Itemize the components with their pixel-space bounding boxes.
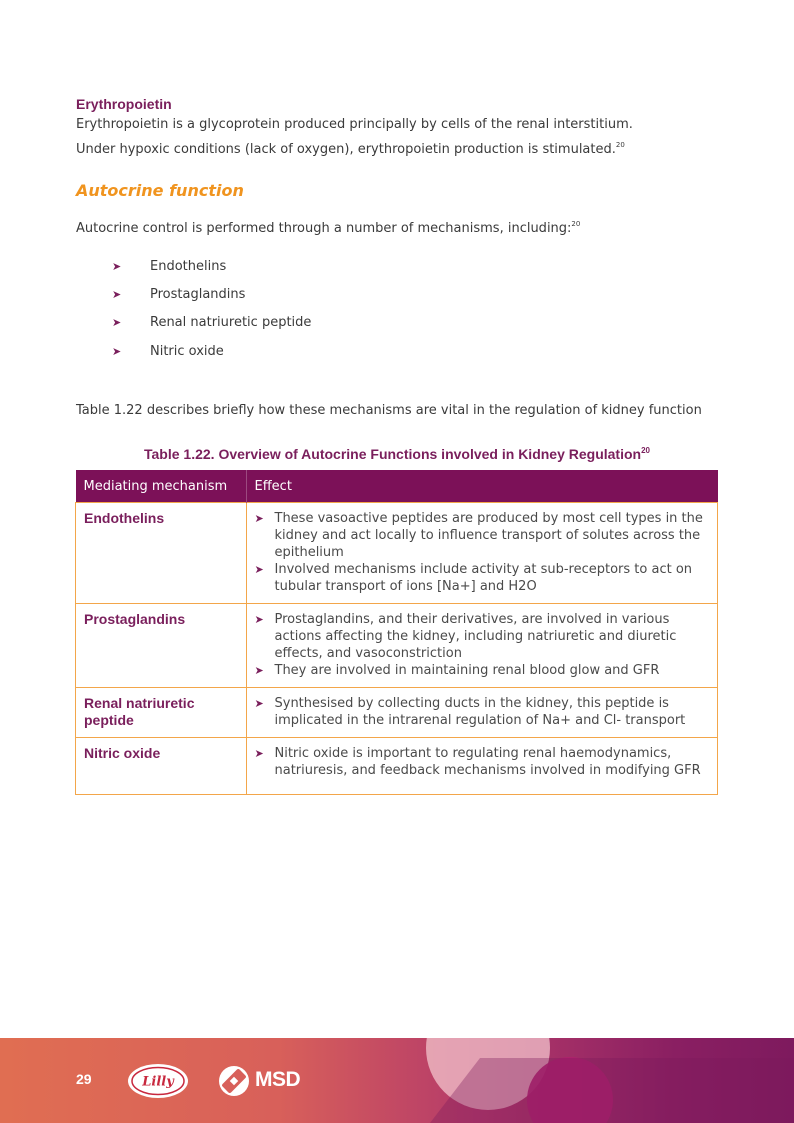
table-row bbox=[76, 738, 718, 795]
mechanism-cell: Renal natriuretic peptide bbox=[76, 688, 247, 738]
table-row bbox=[76, 688, 718, 738]
column-header-effect: Effect bbox=[246, 470, 718, 503]
chevron-right-icon: ➤ bbox=[112, 259, 122, 273]
list-item-label: Nitric oxide bbox=[150, 343, 224, 359]
erythropoietin-heading: Erythropoietin bbox=[76, 96, 172, 112]
mechanism-cell: Nitric oxide bbox=[76, 738, 247, 795]
table-header-row bbox=[76, 470, 718, 503]
autocrine-intro bbox=[76, 214, 580, 239]
list-item-label: Renal natriuretic peptide bbox=[150, 315, 312, 331]
autocrine-intro-text: Autocrine control is performed through a number of mechanisms, including: bbox=[76, 221, 572, 236]
effect-cell bbox=[246, 738, 718, 795]
reference-marker: 20 bbox=[571, 220, 581, 228]
effect-item bbox=[255, 510, 710, 561]
footer-decoration bbox=[0, 1038, 794, 1123]
table-caption-text: Table 1.22. Overview of Autocrine Functions involved in Kidney Regulation bbox=[144, 446, 642, 462]
table-intro: Table 1.22 describes briefly how these mechanisms are vital in the regulation of kidney function bbox=[76, 403, 702, 418]
mechanism-bullet-list bbox=[112, 252, 311, 365]
effect-text: Synthesised by collecting ducts in the kidney, this peptide is implicated in the intrarenal regulation of Na+ and Cl- transport bbox=[274, 696, 686, 728]
table-caption bbox=[76, 446, 718, 462]
chevron-right-icon: ➤ bbox=[254, 613, 264, 626]
lilly-logo-text: Lilly bbox=[142, 1074, 174, 1090]
effect-cell bbox=[246, 503, 718, 604]
effect-text: They are involved in maintaining renal blood glow and GFR bbox=[274, 663, 660, 678]
lilly-logo bbox=[126, 1062, 190, 1100]
effect-item bbox=[255, 611, 710, 662]
list-item-label: Endothelins bbox=[150, 258, 227, 274]
reference-marker: 20 bbox=[615, 141, 625, 149]
effect-item bbox=[255, 662, 710, 679]
effect-item bbox=[255, 561, 710, 595]
column-header-mechanism: Mediating mechanism bbox=[76, 470, 247, 503]
list-item bbox=[112, 252, 311, 280]
effect-text: Nitric oxide is important to regulating renal haemodynamics, natriuresis, and feedback mechanisms involved in modifying GFR bbox=[274, 746, 701, 778]
effect-item bbox=[255, 695, 710, 729]
effect-text: Prostaglandins, and their derivatives, are involved in various actions affecting the kidney, including natriuretic and diuretic effects, and vasoconstriction bbox=[274, 612, 677, 661]
chevron-right-icon: ➤ bbox=[112, 287, 122, 301]
effect-text: These vasoactive peptides are produced by most cell types in the kidney and act locally to influence transport of solutes across the epithelium bbox=[274, 511, 703, 560]
footer-band bbox=[0, 1038, 794, 1123]
table-row bbox=[76, 604, 718, 688]
effect-text: Involved mechanisms include activity at sub-receptors to act on tubular transport of ions [Na+] and H2O bbox=[274, 562, 693, 594]
chevron-right-icon: ➤ bbox=[254, 512, 264, 525]
autocrine-heading: Autocrine function bbox=[76, 181, 244, 200]
mechanism-cell: Endothelins bbox=[76, 503, 247, 604]
list-item-label: Prostaglandins bbox=[150, 286, 246, 302]
msd-logo-mark bbox=[218, 1065, 250, 1097]
effect-item bbox=[255, 745, 710, 779]
effect-cell bbox=[246, 604, 718, 688]
page-number: 29 bbox=[76, 1071, 92, 1087]
erythropoietin-text-line2 bbox=[76, 135, 625, 160]
chevron-right-icon: ➤ bbox=[254, 697, 264, 710]
chevron-right-icon: ➤ bbox=[254, 664, 264, 677]
autocrine-functions-table bbox=[75, 470, 718, 795]
reference-marker: 20 bbox=[641, 446, 650, 455]
chevron-right-icon: ➤ bbox=[254, 747, 264, 760]
table-row bbox=[76, 503, 718, 604]
list-item bbox=[112, 337, 311, 365]
chevron-right-icon: ➤ bbox=[254, 563, 264, 576]
list-item bbox=[112, 309, 311, 337]
chevron-right-icon: ➤ bbox=[112, 344, 122, 358]
chevron-right-icon: ➤ bbox=[112, 316, 122, 330]
erythropoietin-text-line1: Erythropoietin is a glycoprotein produced principally by cells of the renal interstitium. bbox=[76, 117, 633, 132]
effect-cell bbox=[246, 688, 718, 738]
erythropoietin-text-line2-body: Under hypoxic conditions (lack of oxygen), erythropoietin production is stimulated. bbox=[76, 142, 616, 157]
mechanism-cell: Prostaglandins bbox=[76, 604, 247, 688]
list-item bbox=[112, 280, 311, 308]
msd-logo-text: MSD bbox=[255, 1068, 301, 1091]
